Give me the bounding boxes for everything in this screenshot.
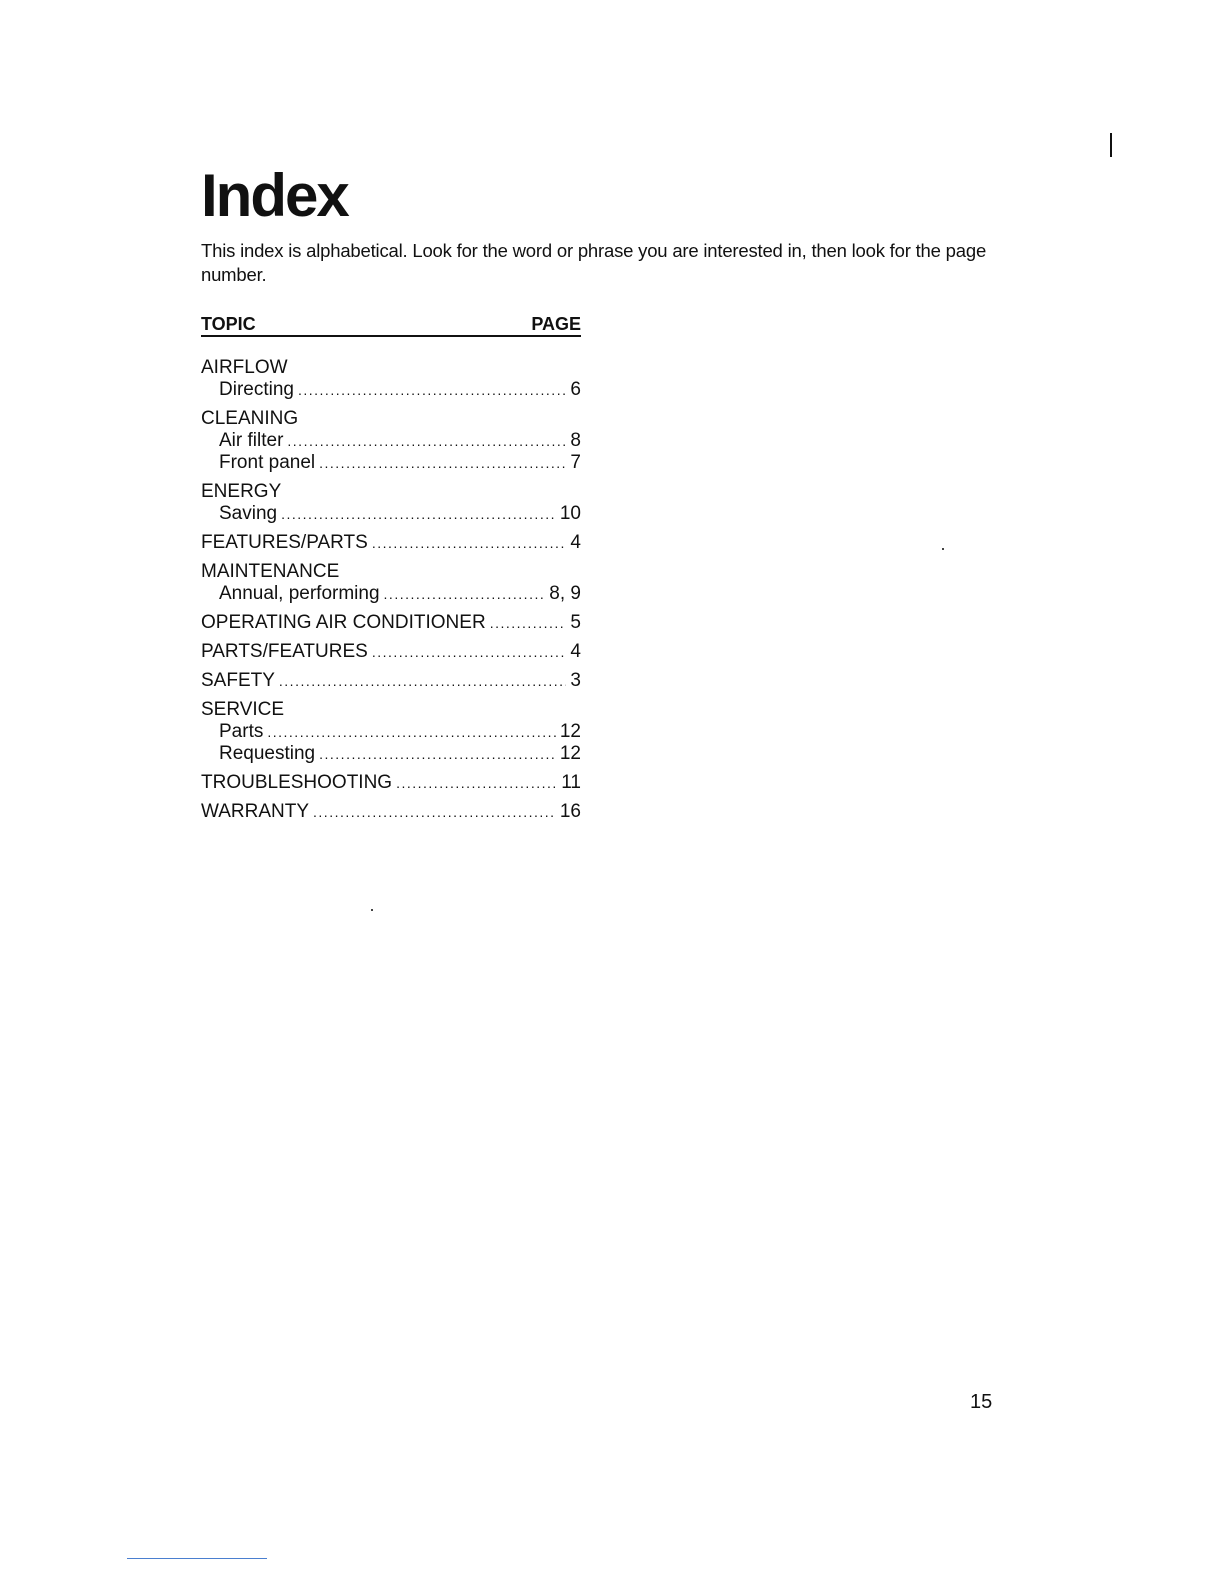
dot-leader [287, 430, 566, 452]
entry-label: SAFETY [201, 670, 275, 691]
entry-page: 6 [570, 379, 581, 400]
index-entry [201, 670, 581, 692]
index-entry-line [201, 641, 581, 663]
entry-label: OPERATING AIR CONDITIONER [201, 612, 486, 633]
entry-heading: CLEANING [201, 408, 299, 429]
index-entry [201, 532, 581, 554]
entry-page: 12 [559, 743, 581, 764]
dot-leader [319, 743, 556, 765]
entry-page: 8 [570, 430, 581, 451]
entry-label: TROUBLESHOOTING [201, 772, 393, 793]
scan-speck [371, 909, 373, 911]
index-entry [201, 357, 581, 401]
scan-speck [942, 548, 944, 550]
index-subentry [201, 430, 581, 452]
index-entry [201, 481, 581, 525]
dot-leader [313, 801, 556, 823]
entry-heading: ENERGY [201, 481, 282, 502]
entry-page: 16 [559, 801, 581, 822]
index-entry-line [201, 612, 581, 634]
entry-label: Saving [219, 503, 278, 524]
dot-leader [279, 670, 567, 692]
entry-page: 4 [570, 532, 581, 553]
entry-page: 10 [559, 503, 581, 524]
index-entry-line [201, 670, 581, 692]
entry-page: 11 [561, 772, 581, 793]
entry-heading: SERVICE [201, 699, 285, 720]
index-entries [201, 357, 581, 823]
dot-leader [281, 503, 556, 525]
index-entry [201, 801, 581, 823]
entry-label: FEATURES/PARTS [201, 532, 368, 553]
entry-page: 12 [559, 721, 581, 742]
dot-leader [490, 612, 567, 634]
page-title: Index [201, 162, 348, 229]
index-subentry [201, 379, 581, 401]
dot-leader [396, 772, 557, 794]
entry-heading: AIRFLOW [201, 357, 288, 378]
dot-leader [319, 452, 566, 474]
index-subentry [201, 583, 581, 605]
dot-leader [298, 379, 566, 401]
index-subentry [201, 743, 581, 765]
page-number: 15 [970, 1391, 993, 1413]
index-entry-line [201, 801, 581, 823]
entry-label: WARRANTY [201, 801, 310, 822]
topic-header: TOPIC [201, 314, 256, 334]
entry-label: Directing [219, 379, 294, 400]
index-header-row [201, 313, 581, 337]
bottom-rule [127, 1558, 267, 1559]
entry-page: 4 [570, 641, 581, 662]
entry-label: Annual, performing [219, 583, 380, 604]
entry-label: Requesting [219, 743, 316, 764]
margin-mark [1110, 133, 1112, 157]
index-subentry [201, 452, 581, 474]
dot-leader [267, 721, 556, 743]
dot-leader [372, 641, 567, 663]
dot-leader [372, 532, 567, 554]
index-entry [201, 408, 581, 474]
entry-label: Parts [219, 721, 264, 742]
entry-label: PARTS/FEATURES [201, 641, 368, 662]
entry-page: 8, 9 [549, 583, 581, 604]
index-subentry [201, 721, 581, 743]
index-table [201, 313, 581, 830]
index-entry [201, 612, 581, 634]
entry-page: 5 [570, 612, 581, 633]
entry-page: 7 [570, 452, 581, 473]
entry-heading: MAINTENANCE [201, 561, 340, 582]
entry-label: Air filter [219, 430, 284, 451]
intro-text: This index is alphabetical. Look for the word or phrase you are interested in, then look for the page number. [201, 240, 987, 285]
index-entry-line [201, 772, 581, 794]
index-entry [201, 699, 581, 765]
dot-leader [384, 583, 546, 605]
index-entry [201, 561, 581, 605]
index-subentry [201, 503, 581, 525]
entry-page: 3 [570, 670, 581, 691]
page-header: PAGE [531, 314, 581, 334]
index-entry [201, 641, 581, 663]
entry-label: Front panel [219, 452, 316, 473]
index-entry-line [201, 532, 581, 554]
index-entry [201, 772, 581, 794]
